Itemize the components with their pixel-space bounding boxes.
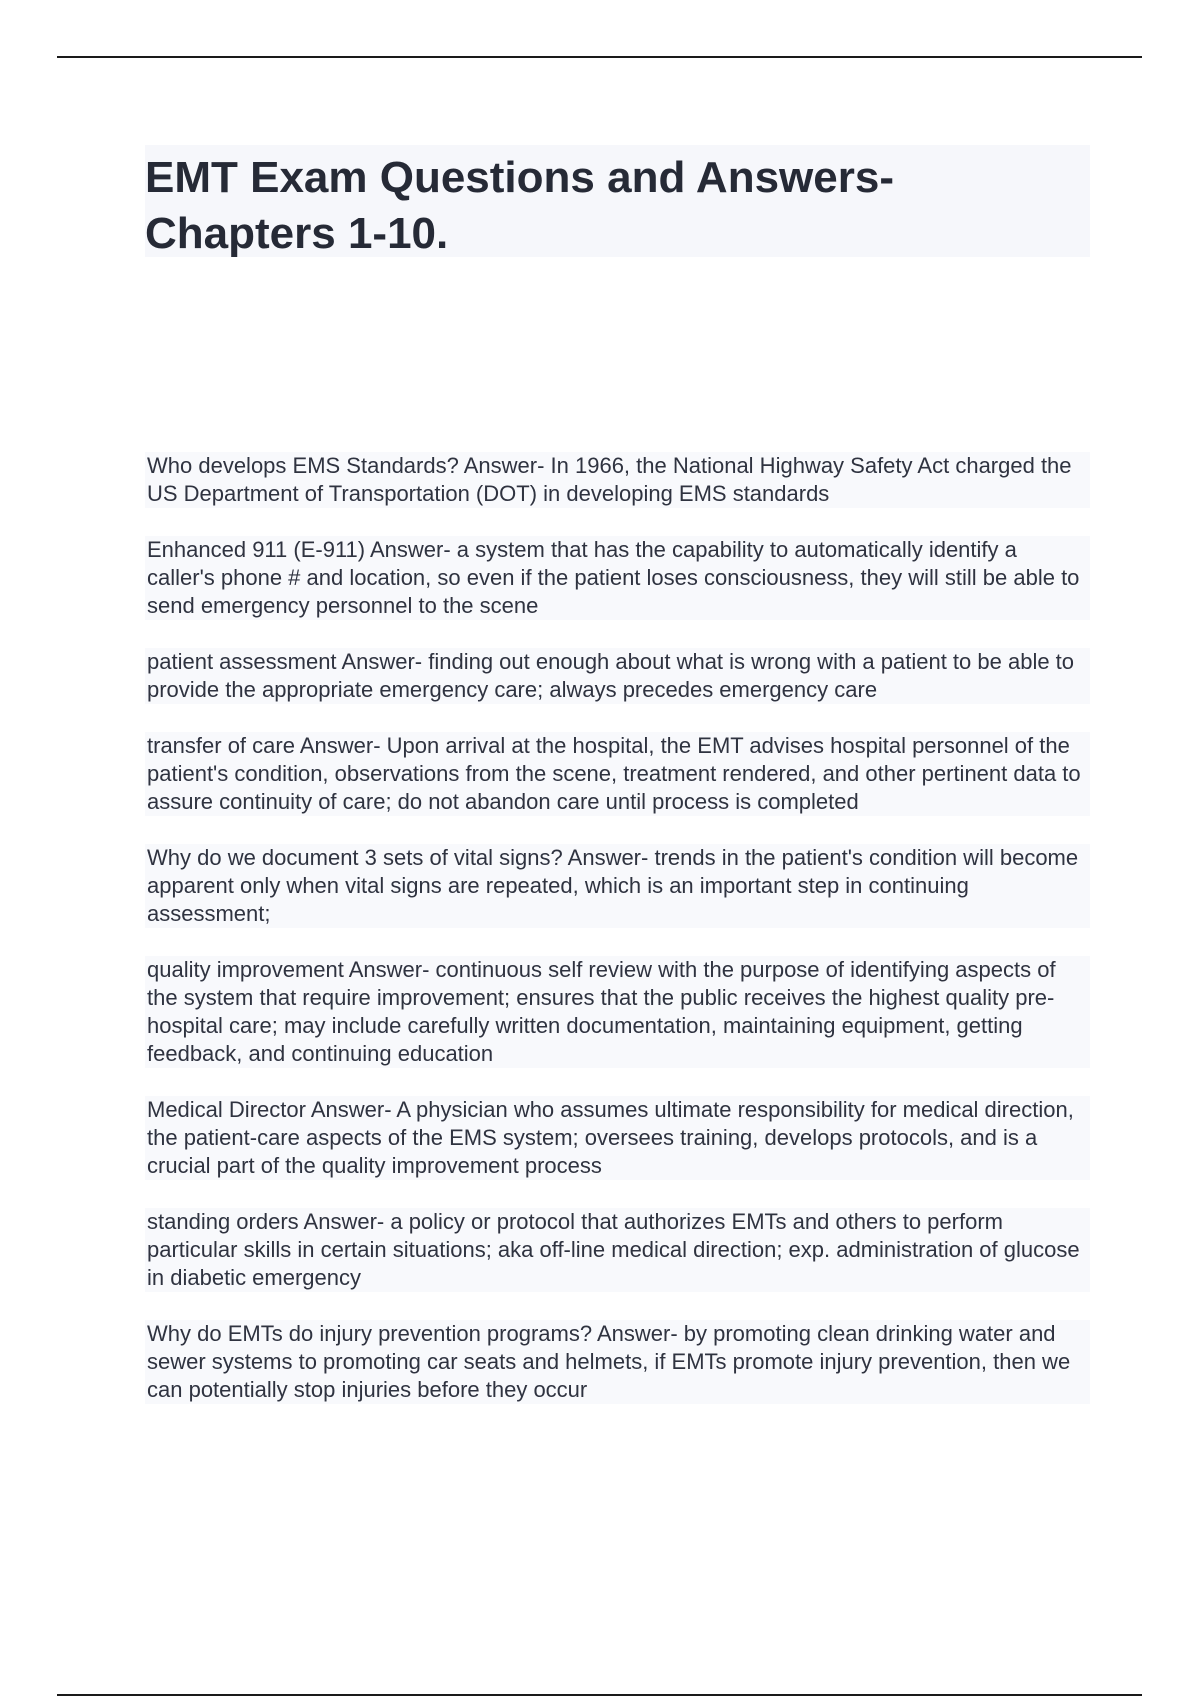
bottom-divider (57, 1694, 1142, 1696)
qa-entry: quality improvement Answer- continuous self review with the purpose of identifying aspects of the system that require improvement; ensures that the public receives the highest quality pre-hospital care; may include carefully written documentation, maintaining equipment, getting feedback, and continuing education (145, 956, 1090, 1068)
document-title: EMT Exam Questions and Answers- Chapters 1-10. (145, 153, 894, 258)
qa-entry: Who develops EMS Standards? Answer- In 1966, the National Highway Safety Act charged the US Department of Transportation (DOT) in developing EMS standards (145, 452, 1090, 508)
qa-entry: Why do EMTs do injury prevention programs? Answer- by promoting clean drinking water and sewer systems to promoting car seats and helmets, if EMTs promote injury prevention, then we can potentially stop injuries before they occur (145, 1320, 1090, 1404)
qa-entry: standing orders Answer- a policy or protocol that authorizes EMTs and others to perform particular skills in certain situations; aka off-line medical direction; exp. administration of glucose in diabetic emergency (145, 1208, 1090, 1292)
qa-entry: transfer of care Answer- Upon arrival at the hospital, the EMT advises hospital personnel of the patient's condition, observations from the scene, treatment rendered, and other pertinent data to assure continuity of care; do not abandon care until process is completed (145, 732, 1090, 816)
qa-entry: Medical Director Answer- A physician who assumes ultimate responsibility for medical direction, the patient-care aspects of the EMS system; oversees training, develops protocols, and is a crucial part of the quality improvement process (145, 1096, 1090, 1180)
qa-entry: patient assessment Answer- finding out enough about what is wrong with a patient to be able to provide the appropriate emergency care; always precedes emergency care (145, 648, 1090, 704)
qa-list (145, 452, 1090, 1432)
top-divider (57, 56, 1142, 58)
qa-entry: Enhanced 911 (E-911) Answer- a system that has the capability to automatically identify a caller's phone # and location, so even if the patient loses consciousness, they will still be able to send emergency personnel to the scene (145, 536, 1090, 620)
qa-entry: Why do we document 3 sets of vital signs? Answer- trends in the patient's condition will become apparent only when vital signs are repeated, which is an important step in continuing assessment; (145, 844, 1090, 928)
